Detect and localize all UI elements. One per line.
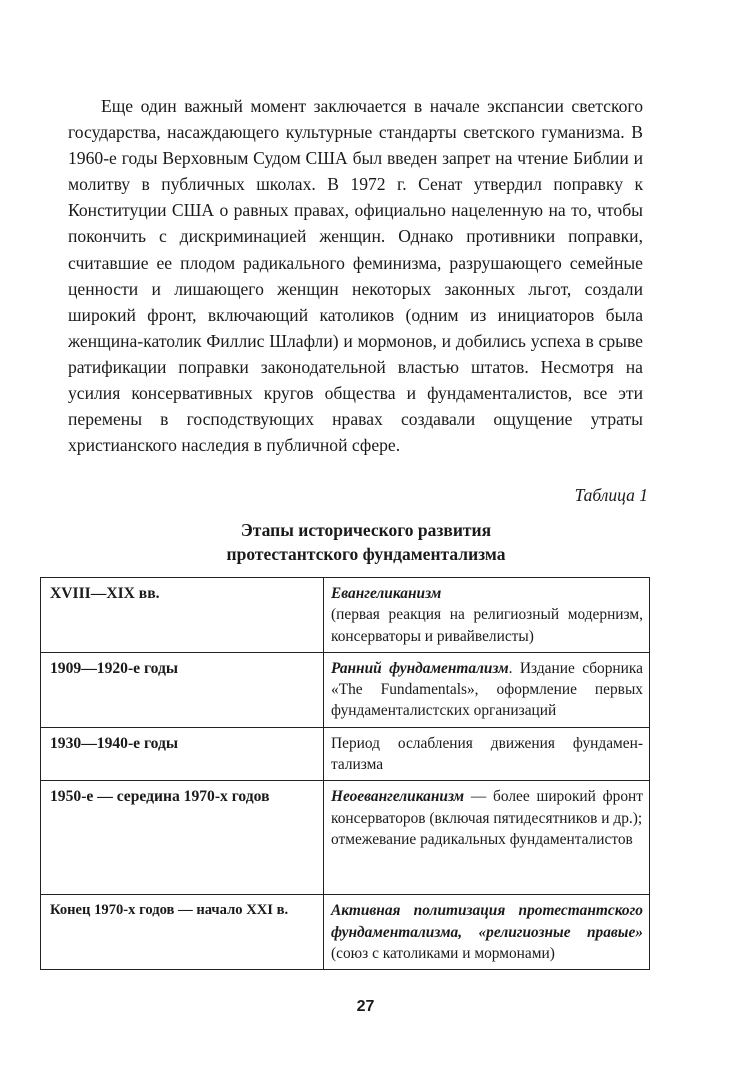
table-title-line-1: Этапы исторического развития (240, 520, 492, 540)
period-cell: 1930—1940-е годы (41, 727, 324, 781)
stages-table (40, 577, 650, 970)
stage-description: Период ослабления движения фундаментализма (331, 734, 643, 774)
period-cell: XVIII—XIX вв. (41, 578, 324, 653)
stage-description: . Издание сборника «The Fundamentals», оформление первых фундаменталистских организаций (331, 659, 643, 720)
stage-description: (первая реакция на религиозный модернизм, консерваторы и ривайвелисты) (331, 606, 643, 645)
table-row (41, 781, 650, 895)
stage-term: Активная политизация протестантского фундаментализма, «религиозные правые» (331, 902, 643, 941)
description-cell (324, 652, 650, 727)
period-cell: 1909—1920-е годы (41, 652, 324, 727)
description-cell (324, 578, 650, 653)
stage-term: Неоевангеликанизм (331, 788, 465, 806)
table-title-line-2: протестантского фундаментализма (226, 544, 506, 564)
stage-description-2: отмежевание радикальных фундаменталистов (331, 830, 633, 848)
body-paragraph: Еще один важный момент заключается в начале экспансии светского государства, насаждающего культурные стандарты светского гуманизма. В 1960-е годы Верховным Судом США был введен запрет на чтение Библии и молитву в публичных школах. В 1972 г. Сенат утвердил поправку к Конституции США о равных правах, официально нацеленную на то, чтобы покончить с дискриминацией женщин. Однако противники поправки, считавшие ее плодом радикального феминизма, разрушающего семейные ценности и лишающего женщин некоторых законных льгот, создали широкий фронт, включающий католиков (одним из инициаторов была женщина-католик Филлис Шлафли) и мормонов, и добились успеха в срыве ратификации поправки законодательной властью штатов. Несмотря на усилия консервативных кругов общества и фундаменталистов, все эти перемены в господствующих нравах создавали ощущение утраты христианского наследия в публичной сфере. (68, 96, 643, 456)
stage-description: (союз с католиками и мормонами) (331, 944, 555, 962)
period-cell: Конец 1970-х годов — начало XXI в. (41, 895, 324, 970)
table-row (41, 578, 650, 653)
table-row (41, 727, 650, 781)
table-label: Таблица 1 (574, 485, 648, 505)
stage-term: Ранний фундаментализм (331, 659, 509, 677)
page-number: 27 (356, 998, 375, 1015)
period-cell: 1950-е — середина 1970-х годов (41, 781, 324, 895)
description-cell (324, 727, 650, 781)
table-row (41, 895, 650, 970)
description-cell (324, 781, 650, 895)
table-row (41, 652, 650, 727)
stage-description: — более широкий фронт консерваторов (включая пятидесятников и др.); (331, 788, 643, 827)
table-title (68, 518, 664, 566)
description-cell (324, 895, 650, 970)
stage-term: Евангеликанизм (331, 585, 442, 602)
